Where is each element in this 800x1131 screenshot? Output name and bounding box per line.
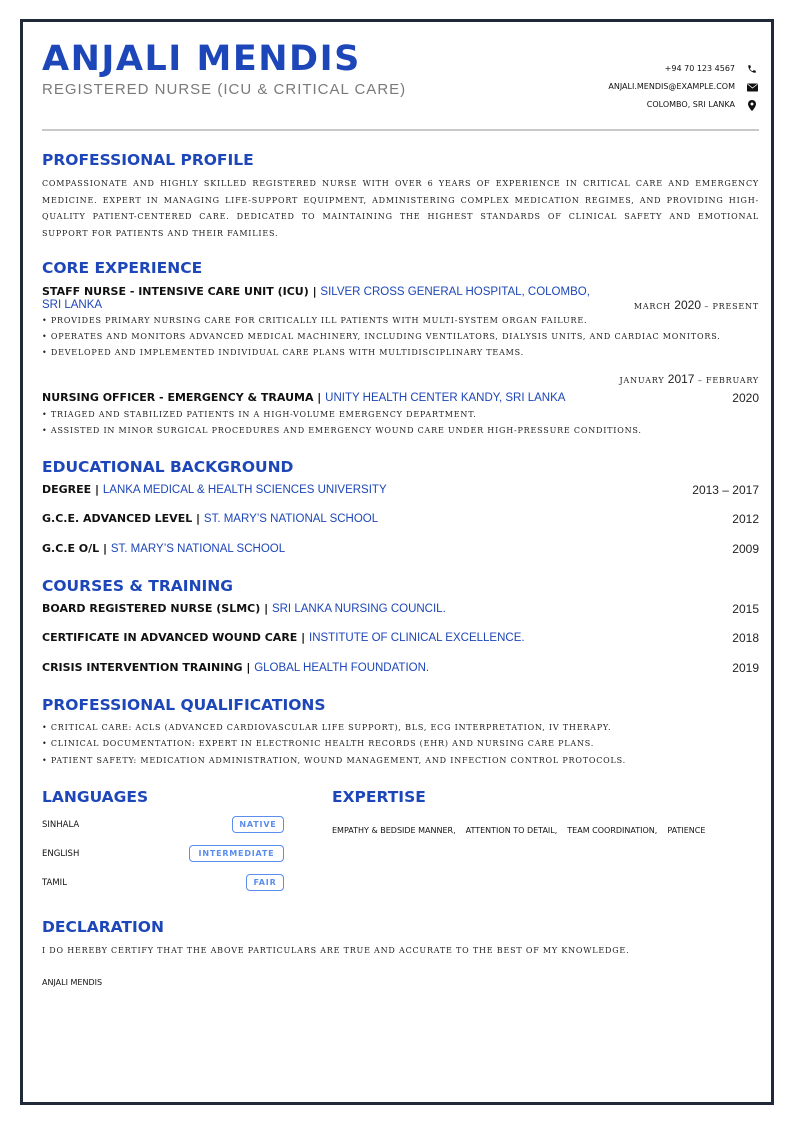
job-2-dates xyxy=(620,372,759,386)
expertise-heading: EXPERTISE xyxy=(332,788,426,806)
signature-name: ANJALI MENDIS xyxy=(42,978,103,987)
declaration-heading: DECLARATION xyxy=(42,918,164,936)
candidate-title: REGISTERED NURSE (ICU & CRITICAL CARE) xyxy=(42,81,407,98)
job-1-bullet: • DEVELOPED AND IMPLEMENTED INDIVIDUAL CARE PLANS WITH MULTIDISCIPLINARY TEAMS. xyxy=(42,348,524,357)
envelope-icon xyxy=(745,83,759,92)
job-1-role: STAFF NURSE - INTENSIVE CARE UNIT (ICU) xyxy=(42,285,309,298)
expertise-item: PATIENCE xyxy=(667,826,706,835)
job-2-bullet: • TRIAGED AND STABILIZED PATIENTS IN A HIGH-VOLUME EMERGENCY DEPARTMENT. xyxy=(42,410,477,419)
language-level-badge: FAIR xyxy=(246,874,284,891)
contact-email xyxy=(608,78,759,96)
expertise-list xyxy=(332,818,759,837)
qualifications-heading: PROFESSIONAL QUALIFICATIONS xyxy=(42,696,326,714)
qualification-item: • PATIENT SAFETY: MEDICATION ADMINISTRATION, WOUND MANAGEMENT, AND INFECTION CONTROL PROTOCOLS. xyxy=(42,756,626,765)
course-item: CERTIFICATE IN ADVANCED WOUND CARE | INSTITUTE OF CLINICAL EXCELLENCE. 2018 xyxy=(42,631,759,645)
job-1-dates-year: 2020 xyxy=(674,298,701,312)
languages-heading: LANGUAGES xyxy=(42,788,149,806)
education-heading: EDUCATIONAL BACKGROUND xyxy=(42,458,294,476)
education-item: G.C.E O/L | ST. MARY’S NATIONAL SCHOOL 2009 xyxy=(42,542,759,556)
contact-phone xyxy=(608,60,759,78)
phone-icon xyxy=(745,64,759,74)
candidate-name: ANJALI MENDIS xyxy=(42,39,361,79)
education-item: G.C.E. ADVANCED LEVEL | ST. MARY’S NATIONAL SCHOOL 2012 xyxy=(42,512,759,526)
education-item: DEGREE | LANKA MEDICAL & HEALTH SCIENCES UNIVERSITY 2013 – 2017 xyxy=(42,483,759,497)
course-item: CRISIS INTERVENTION TRAINING | GLOBAL HEALTH FOUNDATION. 2019 xyxy=(42,661,759,675)
language-name: ENGLISH xyxy=(42,849,80,859)
qualification-item: • CRITICAL CARE: ACLS (ADVANCED CARDIOVASCULAR LIFE SUPPORT), BLS, ECG INTERPRETATION, IV THERAPY. xyxy=(42,723,612,732)
header-divider xyxy=(42,129,759,131)
courses-heading: COURSES & TRAINING xyxy=(42,577,234,595)
job-1-dates-suffix: – PRESENT xyxy=(704,302,759,311)
job-1-header: STAFF NURSE - INTENSIVE CARE UNIT (ICU) | SILVER CROSS GENERAL HOSPITAL, COLOMBO, SRI LANKA xyxy=(42,285,590,311)
map-pin-icon xyxy=(745,100,759,111)
job-1-org: SILVER CROSS GENERAL HOSPITAL, COLOMBO, SRI LANKA xyxy=(42,286,590,311)
job-2-bullet: • ASSISTED IN MINOR SURGICAL PROCEDURES AND EMERGENCY WOUND CARE UNDER HIGH-PRESSURE CONDITIONS. xyxy=(42,426,642,435)
job-2-header: NURSING OFFICER - EMERGENCY & TRAUMA | UNITY HEALTH CENTER KANDY, SRI LANKA 2020 xyxy=(42,391,759,405)
job-2-end-year: 2020 xyxy=(732,391,759,405)
expertise-item: ATTENTION TO DETAIL, xyxy=(465,826,558,835)
job-1-dates-prefix: MARCH xyxy=(633,302,671,311)
location-text: COLOMBO, SRI LANKA xyxy=(646,100,735,109)
job-2-org: UNITY HEALTH CENTER KANDY, SRI LANKA xyxy=(325,392,566,404)
job-1-dates xyxy=(634,298,759,312)
job-2-dates-prefix: JANUARY xyxy=(619,376,665,385)
experience-heading: CORE EXPERIENCE xyxy=(42,259,203,277)
expertise-item: TEAM COORDINATION, xyxy=(567,826,658,835)
language-level-badge: NATIVE xyxy=(232,816,284,833)
profile-text: COMPASSIONATE AND HIGHLY SKILLED REGISTERED NURSE WITH OVER 6 YEARS OF EXPERIENCE IN CRITICAL CARE AND EMERGENCY MEDICINE. EXPERT IN MANAGING LIFE-SUPPORT EQUIPMENT, ADMINISTERING COMPLEX MEDICATION REGIMES, AND PROVIDING HIGH-QUALITY PATIENT-CENTERED CARE. DEDICATED TO MAINTAINING THE HIGHEST STANDARDS OF CLINICAL SAFETY AND EMOTIONAL SUPPORT FOR PATIENTS AND THEIR FAMILIES. xyxy=(42,179,759,238)
qualification-item: • CLINICAL DOCUMENTATION: EXPERT IN ELECTRONIC HEALTH RECORDS (EHR) AND NURSING CARE PLANS. xyxy=(42,739,595,748)
profile-heading: PROFESSIONAL PROFILE xyxy=(42,151,254,169)
contact-block xyxy=(608,60,759,114)
resume-content xyxy=(42,39,759,987)
phone-text: +94 70 123 4567 xyxy=(664,64,735,73)
expertise-item: EMPATHY & BEDSIDE MANNER, xyxy=(332,826,456,835)
job-1-bullet: • PROVIDES PRIMARY NURSING CARE FOR CRITICALLY ILL PATIENTS WITH MULTI-SYSTEM ORGAN FAILURE. xyxy=(42,316,588,325)
contact-location xyxy=(608,96,759,114)
job-2-dates-year: 2017 xyxy=(667,372,695,386)
declaration-text: I DO HEREBY CERTIFY THAT THE ABOVE PARTICULARS ARE TRUE AND ACCURATE TO THE BEST OF MY KNOWLEDGE. xyxy=(42,946,630,955)
job-1-bullet: • OPERATES AND MONITORS ADVANCED MEDICAL MACHINERY, INCLUDING VENTILATORS, DIALYSIS UNITS, AND CARDIAC MONITORS. xyxy=(42,332,721,341)
job-2-dates-suffix: – FEBRUARY xyxy=(697,376,759,385)
language-name: SINHALA xyxy=(42,820,80,830)
language-name: TAMIL xyxy=(42,878,67,888)
email-text: ANJALI.MENDIS@EXAMPLE.COM xyxy=(608,82,735,91)
resume-page xyxy=(20,19,774,1105)
language-level-badge: INTERMEDIATE xyxy=(189,845,284,862)
job-2-role: NURSING OFFICER - EMERGENCY & TRAUMA xyxy=(42,391,314,404)
course-item: BOARD REGISTERED NURSE (SLMC) | SRI LANKA NURSING COUNCIL. 2015 xyxy=(42,602,759,616)
